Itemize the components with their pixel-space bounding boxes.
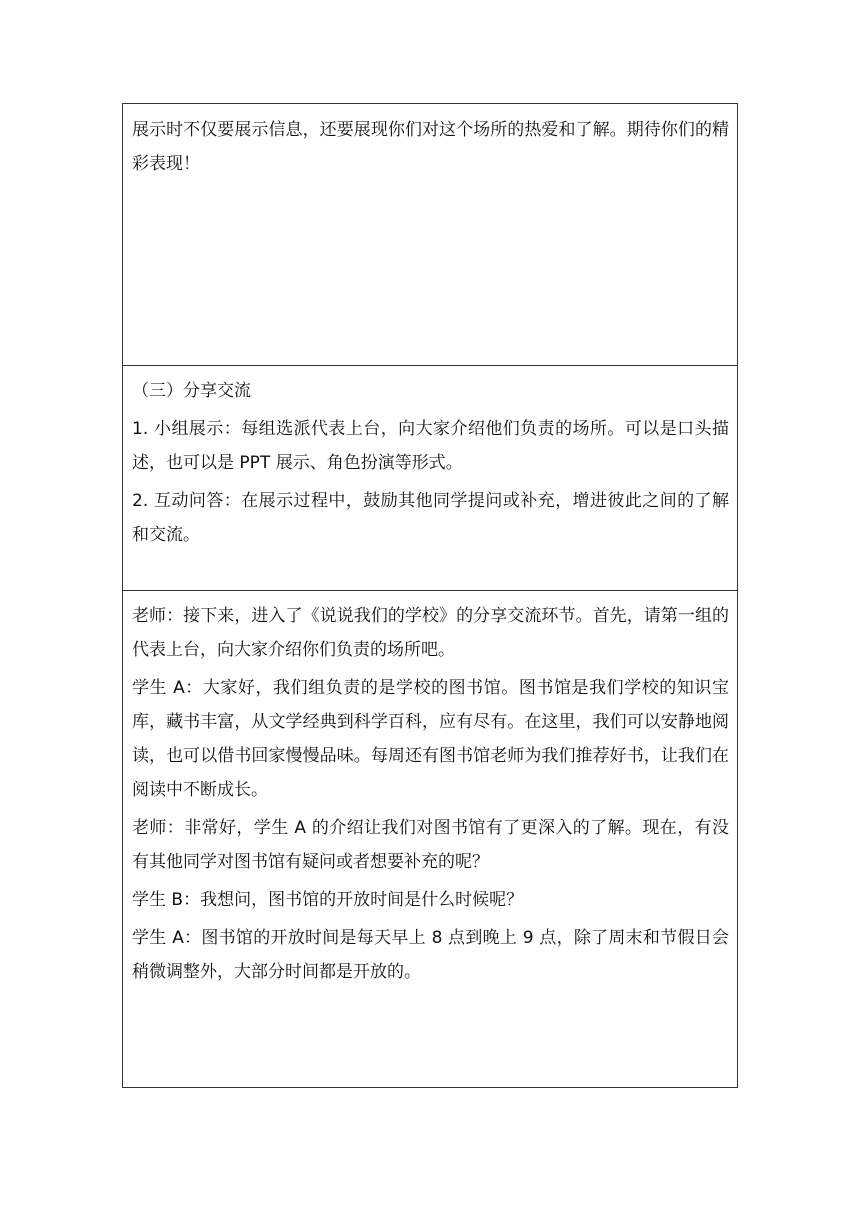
table-cell-presentation-note [123, 104, 737, 366]
dialogue-line: 老师：非常好，学生 A 的介绍让我们对图书馆有了更深入的了解。现在，有没有其他同学对图书馆有疑问或者想要补充的呢？ [132, 818, 729, 872]
section-heading: （三）分享交流 [132, 381, 251, 401]
table-cell-dialogue [123, 591, 737, 1087]
dialogue-line: 老师：接下来，进入了《说说我们的学校》的分享交流环节。首先，请第一组的代表上台，向大家介绍你们负责的场所吧。 [132, 606, 729, 660]
dialogue-line: 学生 A：图书馆的开放时间是每天早上 8 点到晚上 9 点，除了周末和节假日会稍微调整外，大部分时间都是开放的。 [132, 928, 729, 982]
paragraph: 展示时不仅要展示信息，还要展现你们对这个场所的热爱和了解。期待你们的精彩表现！ [132, 120, 729, 174]
paragraph: 1. 小组展示：每组选派代表上台，向大家介绍他们负责的场所。可以是口头描述，也可以是 PPT 展示、角色扮演等形式。 [132, 419, 729, 473]
table-cell-sharing-section [123, 366, 737, 591]
document-table [122, 103, 738, 1088]
paragraph: 2. 互动问答：在展示过程中，鼓励其他同学提问或补充，增进彼此之间的了解和交流。 [132, 491, 729, 545]
dialogue-line: 学生 A：大家好，我们组负责的是学校的图书馆。图书馆是我们学校的知识宝库，藏书丰富，从文学经典到科学百科，应有尽有。在这里，我们可以安静地阅读，也可以借书回家慢慢品味。每周还有图书馆老师为我们推荐好书，让我们在阅读中不断成长。 [132, 678, 729, 800]
dialogue-line: 学生 B：我想问，图书馆的开放时间是什么时候呢？ [132, 890, 524, 910]
